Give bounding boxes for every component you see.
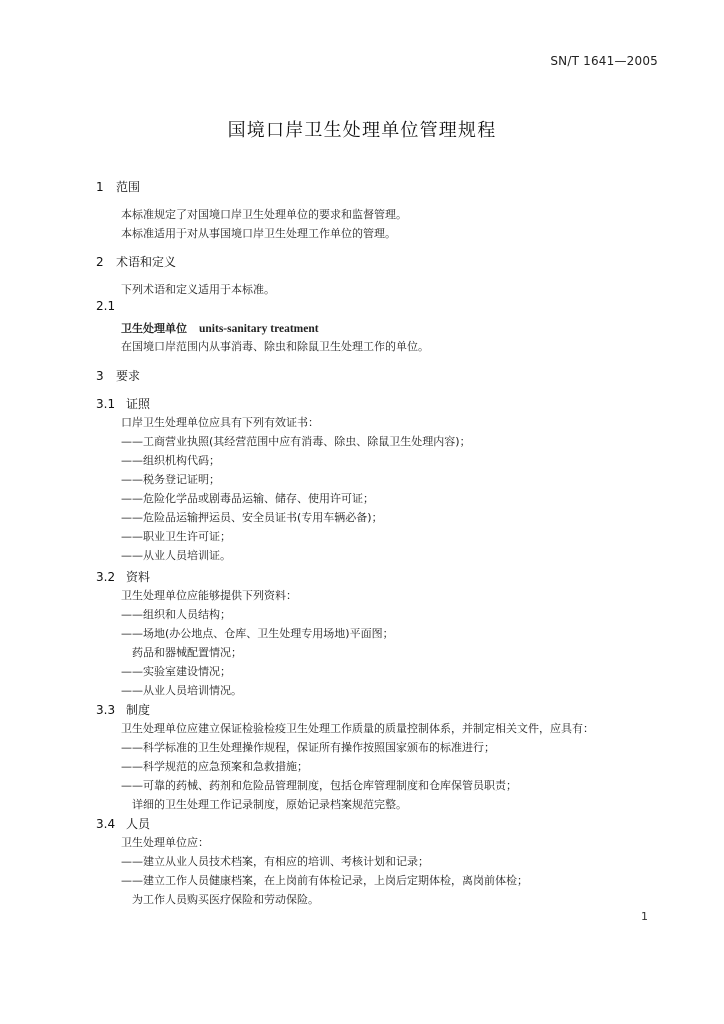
list-item: ——工商营业执照(其经营范围中应有消毒、除虫、除鼠卫生处理内容)； (121, 435, 471, 448)
subsection-2-1-number (96, 299, 115, 313)
section-2-heading (96, 253, 176, 270)
section-title: 要求 (116, 369, 141, 383)
paragraph: 本标准规定了对国境口岸卫生处理单位的要求和监督管理。 (121, 208, 407, 221)
section-number: 3 (96, 369, 104, 383)
section-title: 范围 (116, 180, 141, 194)
term-entry (121, 320, 319, 336)
list-item: ——危险化学品或剧毒品运输、储存、使用许可证； (121, 492, 374, 505)
list-item: ——组织和人员结构； (121, 608, 231, 621)
document-title: 国境口岸卫生处理单位管理规程 (227, 120, 497, 141)
section-1-heading (96, 178, 140, 195)
list-item: ——危险品运输押运员、安全员证书(专用车辆必备)； (121, 511, 383, 524)
list-item: ——职业卫生许可证； (121, 530, 231, 543)
subsection-title: 证照 (126, 397, 151, 411)
subsection-title: 制度 (126, 703, 151, 717)
list-item: ——税务登记证明； (121, 473, 220, 486)
subsection-3-1-heading (96, 395, 150, 412)
term-english: units-sanitary treatment (199, 323, 319, 335)
subsection-3-2-heading (96, 568, 150, 585)
subsection-3-4-heading (96, 815, 150, 832)
list-item: ——科学规范的应急预案和急救措施； (121, 760, 308, 773)
subsection-title: 资料 (126, 570, 151, 584)
list-item-continuation: 详细的卫生处理工作记录制度，原始记录档案规范完整。 (132, 798, 407, 811)
list-item: ——建立从业人员技术档案，有相应的培训、考核计划和记录； (121, 855, 429, 868)
term-chinese: 卫生处理单位 (121, 322, 187, 335)
subsection-number: 3.2 (96, 570, 116, 584)
list-item: ——科学标准的卫生处理操作规程，保证所有操作按照国家颁布的标准进行； (121, 741, 495, 754)
paragraph: 卫生处理单位应能够提供下列资料： (121, 589, 297, 602)
list-item: ——从业人员培训情况。 (121, 684, 242, 697)
subsection-title: 人员 (126, 817, 151, 831)
standard-number: SN/T 1641—2005 (550, 54, 658, 68)
list-item: ——场地(办公地点、仓库、卫生处理专用场地)平面图； (121, 627, 394, 640)
section-number: 2 (96, 255, 104, 269)
paragraph: 卫生处理单位应建立保证检验检疫卫生处理工作质量的质量控制体系，并制定相关文件，应具有： (121, 722, 594, 735)
list-item: ——从业人员培训证。 (121, 549, 231, 562)
paragraph: 卫生处理单位应： (121, 836, 209, 849)
list-item: ——组织机构代码； (121, 454, 220, 467)
list-item: ——实验室建设情况； (121, 665, 231, 678)
list-item: ——可靠的药械、药剂和危险品管理制度，包括仓库管理制度和仓库保管员职责； (121, 779, 517, 792)
subsection-number: 3.4 (96, 817, 116, 831)
list-item-continuation: 为工作人员购买医疗保险和劳动保险。 (132, 893, 319, 906)
subsection-number: 3.3 (96, 703, 116, 717)
term-definition: 在国境口岸范围内从事消毒、除虫和除鼠卫生处理工作的单位。 (121, 340, 429, 353)
subsection-3-3-heading (96, 701, 150, 718)
section-number: 1 (96, 180, 104, 194)
section-title: 术语和定义 (116, 255, 177, 269)
page-number: 1 (641, 910, 648, 923)
list-item-continuation: 药品和器械配置情况； (132, 646, 242, 659)
paragraph: 本标准适用于对从事国境口岸卫生处理工作单位的管理。 (121, 227, 396, 240)
list-item: ——建立工作人员健康档案，在上岗前有体检记录，上岗后定期体检，离岗前体检； (121, 874, 528, 887)
paragraph: 下列术语和定义适用于本标准。 (121, 283, 275, 296)
subsection-number: 3.1 (96, 397, 116, 411)
paragraph: 口岸卫生处理单位应具有下列有效证书： (121, 416, 319, 429)
subsection-number: 2.1 (96, 299, 116, 313)
section-3-heading (96, 367, 140, 384)
